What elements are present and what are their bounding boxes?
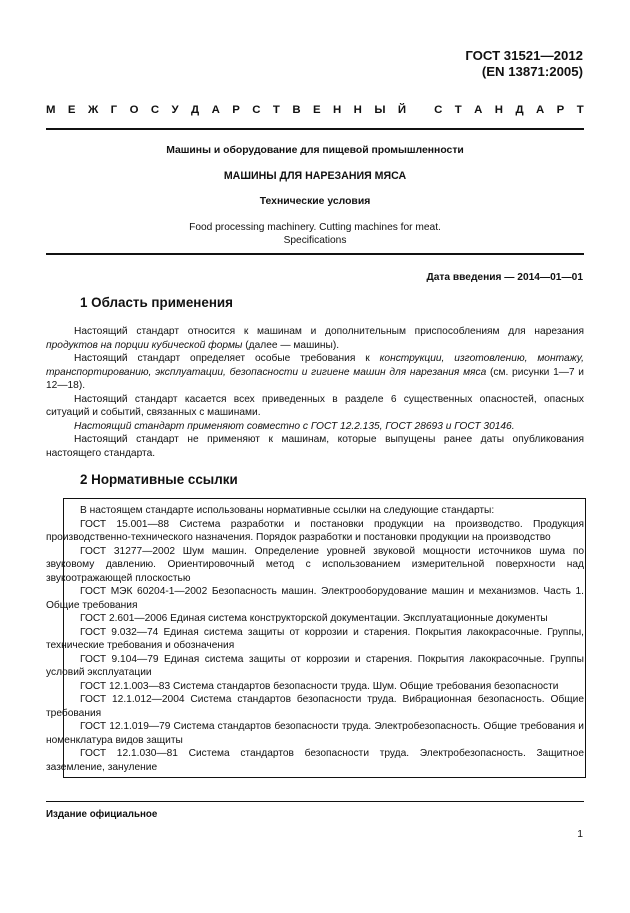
text-span: Настоящий стандарт определяет особые требования к [74,353,380,364]
reference-item: ГОСТ 12.1.003—83 Система стандартов безопасности труда. Шум. Общие требования безопасности [80,680,559,692]
spec-subtitle: Технические условия [259,196,371,207]
section-1-paragraph-5: Настоящий стандарт не применяют к машинам, которые выпущены ранее даты опубликования настоящего стандарта. [46,434,584,459]
text-span: (см. рисунки 1—7 и 12—18). [46,366,585,391]
footer-rule [46,801,584,802]
banner-letter: С [434,104,443,116]
industry-heading: Машины и оборудование для пищевой промышленности [166,145,464,156]
reference-item: ГОСТ 12.1.019—79 Система стандартов безопасности труда. Электробезопасность. Общие требования и номенклатура видов защиты [46,721,584,746]
reference-item: ГОСТ 15.001—88 Система разработки и постановки продукции на производство. Продукция производственно-технического назначения. Порядок разработки и постановки продукции на производство [46,518,584,543]
banner-letter: А [474,104,483,116]
banner-letter [419,104,422,118]
banner-letter: Ж [87,104,99,116]
banner-letter: А [536,104,545,116]
text-span: (далее — машины). [242,339,340,351]
banner-letter: Н [494,104,504,116]
reference-item: ГОСТ 12.1.012—2004 Система стандартов безопасности труда. Вибрационная безопасность. Общие требования [46,694,584,719]
banner-letter: Е [67,104,76,116]
english-title-line1: Food processing machinery. Cutting machines for meat. [189,222,441,233]
reference-item: ГОСТ 9.104—79 Единая система защиты от коррозии и старения. Покрытия лакокрасочные. Группы условий эксплуатации [46,653,584,678]
references-intro: В настоящем стандарте использованы нормативные ссылки на следующие стандарты: [80,505,495,516]
reference-item: ГОСТ 2.601—2006 Единая система конструкторской документации. Эксплуатационные документы [80,613,548,624]
reference-item: ГОСТ МЭК 60204-1—2002 Безопасность машин. Электрооборудование машин и механизмов. Часть 1. Общие требования [46,586,584,611]
interstate-standard-banner [46,104,584,118]
reference-item: ГОСТ 9.032—74 Единая система защиты от коррозии и старения. Покрытия лакокрасочные. Группы, технические требования и обозначения [46,626,584,651]
section-1-paragraph-1 [46,325,584,352]
gost-number: ГОСТ 31521—2012 [465,48,583,63]
banner-letter: Ы [374,104,386,116]
banner-letter: В [292,104,301,116]
banner-letter: Г [110,104,118,116]
banner-letter: Й [397,104,407,116]
banner-letter: Р [556,104,565,116]
middle-rule [46,253,584,255]
gost-number-block [465,48,583,80]
page-number: 1 [577,829,583,840]
banner-letter: Д [515,104,524,116]
italic-span: продуктов на порции кубической формы [46,339,243,351]
banner-letter: М [46,104,56,116]
section-1-paragraph-3: Настоящий стандарт касается всех приведенных в разделе 6 существенных опасностей, опасных ситуаций и событий, связанных с машинами. [46,393,584,418]
banner-letter: А [211,104,220,116]
official-edition-label: Издание официальное [46,809,158,820]
english-title-line2: Specifications [283,235,347,246]
banner-letter: Н [333,104,342,116]
italic-span: Настоящий стандарт применяют совместно с ГОСТ 12.2.135, ГОСТ 28693 и ГОСТ 30146. [74,420,515,432]
banner-letter: Е [312,104,321,116]
banner-letter: У [171,104,179,116]
section-1-paragraph-2 [46,352,584,393]
introduction-date: Дата введения — 2014—01—01 [426,272,583,283]
english-title [46,221,584,247]
banner-letter: С [252,104,261,116]
section-2-heading: 2 Нормативные ссылки [80,472,238,487]
banner-letter: Н [353,104,362,116]
banner-letter: О [129,104,139,116]
text-span: Настоящий стандарт относится к машинам и дополнительным приспособлениям для нарезания [74,326,584,337]
banner-letter: Т [272,104,280,116]
banner-letter: Д [191,104,200,116]
reference-item: ГОСТ 31277—2002 Шум машин. Определение уровней звуковой мощности источников шума по звуковому давлению. Ориентировочный метод с использованием измерительной поверхности над звукоотражающей плоскостью [46,545,584,584]
banner-letter: Т [576,104,584,116]
reference-item: ГОСТ 12.1.030—81 Система стандартов безопасности труда. Электробезопасность. Защитное заземление, зануление [46,748,584,773]
banner-letter: С [150,104,160,116]
document-title: МАШИНЫ ДЛЯ НАРЕЗАНИЯ МЯСА [223,170,407,182]
top-rule [46,128,584,130]
italic-span: конструкции, изготовлению, монтажу, транспортированию, эксплуатации, безопасности и гигиене машин для нарезания мяса [46,353,584,378]
banner-letter: Т [454,104,462,116]
banner-letter: Р [232,104,240,116]
section-1-heading: 1 Область применения [80,295,233,310]
section-1-paragraph-4 [46,420,584,434]
section-1-body [46,325,584,460]
en-number: (EN 13871:2005) [481,64,583,79]
references-list [46,504,584,774]
